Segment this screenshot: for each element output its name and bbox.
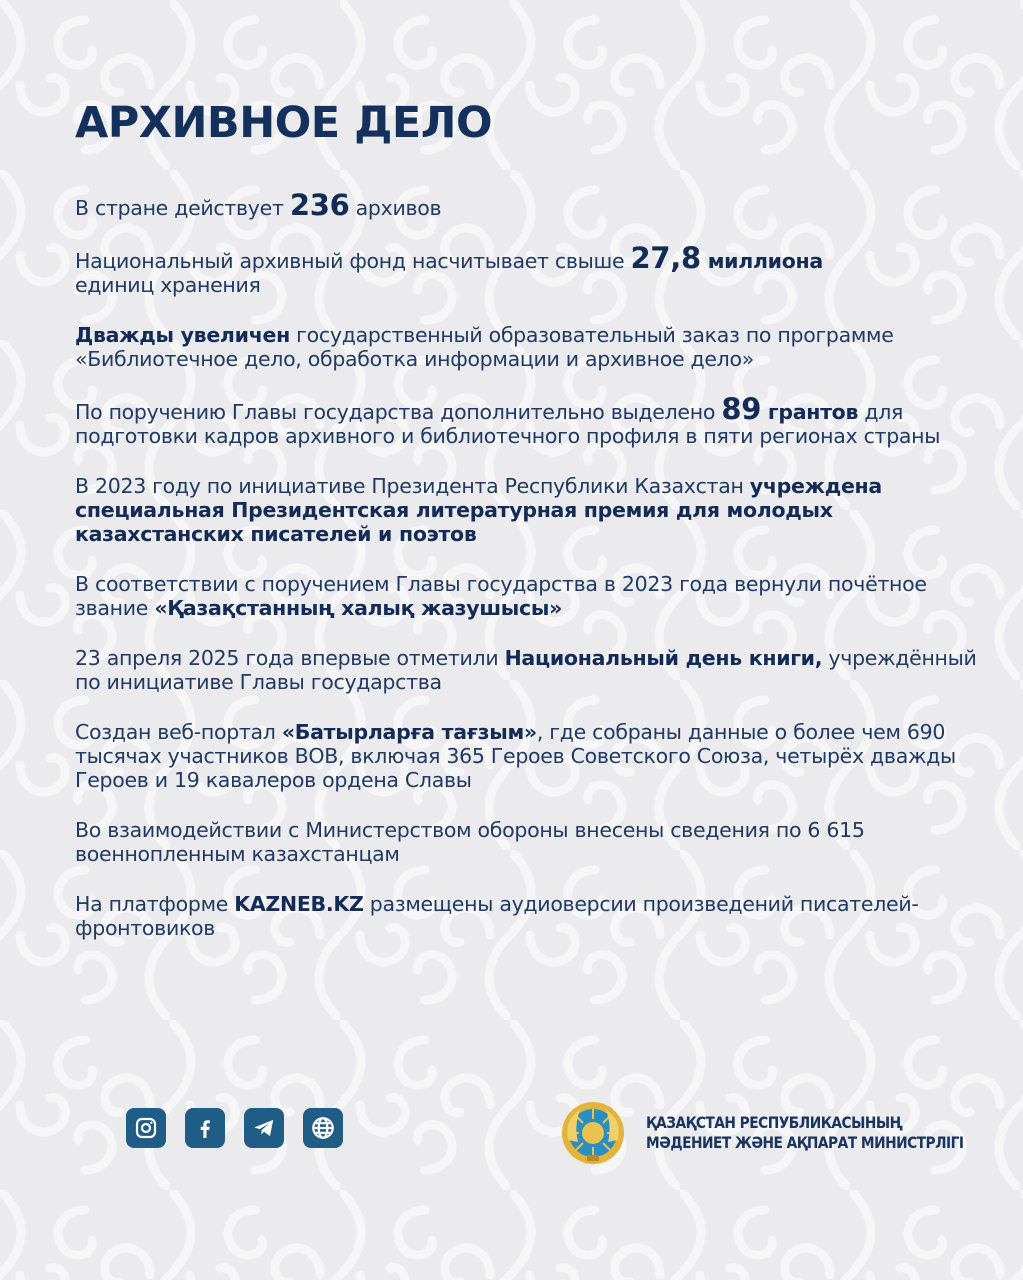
ministry-name bbox=[646, 1113, 963, 1153]
state-emblem-icon bbox=[560, 1100, 626, 1166]
fact-archive-fund: Национальный архивный фонд насчитывает свыше 27,8 миллиона единиц хранения bbox=[75, 241, 823, 297]
ministry-line-2: МӘДЕНИЕТ ЖӘНЕ АҚПАРАТ МИНИСТРЛІГІ bbox=[646, 1133, 964, 1152]
fact-web-portal: Создан веб-портал «Батырларға тағзым», где собраны данные о более чем 690 тысячах участников ВОВ, включая 365 Героев Советского Союза, четырёх дважды Героев и 19 кавалеров ордена Славы bbox=[75, 720, 956, 792]
fact-state-order: Дважды увеличен государственный образовательный заказ по программе «Библиотечное дело, обработка информации и архивное дело» bbox=[75, 323, 894, 371]
social-links bbox=[126, 1108, 343, 1148]
ministry-block bbox=[560, 1100, 1015, 1166]
telegram-icon[interactable] bbox=[244, 1108, 284, 1148]
page-title: АРХИВНОЕ ДЕЛО bbox=[75, 98, 493, 148]
fact-literary-prize: В 2023 году по инициативе Президента Республики Казахстан учреждена специальная Президентская литературная премия для молодых казахстанских писателей и поэтов bbox=[75, 474, 882, 546]
fact-book-day: 23 апреля 2025 года впервые отметили Национальный день книги, учреждённый по инициативе Главы государства bbox=[75, 646, 977, 694]
instagram-icon[interactable] bbox=[126, 1108, 166, 1148]
fact-kazneb: На платформе KAZNEB.KZ размещены аудиоверсии произведений писателей-фронтовиков bbox=[75, 892, 919, 940]
footer bbox=[0, 1100, 1023, 1180]
fact-archives-count: В стране действует 236 архивов bbox=[75, 188, 442, 222]
main-content bbox=[75, 98, 985, 966]
fact-prisoners-of-war: Во взаимодействии с Министерством обороны внесены сведения по 6 615 военнопленным казахстанцам bbox=[75, 818, 865, 866]
fact-honorary-title: В соответствии с поручением Главы государства в 2023 года вернули почётное звание «Қазақстанның халық жазушысы» bbox=[75, 572, 927, 620]
globe-icon[interactable] bbox=[303, 1108, 343, 1148]
fact-grants: По поручению Главы государства дополнительно выделено 89 грантов для подготовки кадров архивного и библиотечного профиля в пяти регионах страны bbox=[75, 392, 941, 448]
ministry-line-1: ҚАЗАҚСТАН РЕСПУБЛИКАСЫНЫҢ bbox=[646, 1113, 903, 1132]
facebook-icon[interactable] bbox=[185, 1108, 225, 1148]
